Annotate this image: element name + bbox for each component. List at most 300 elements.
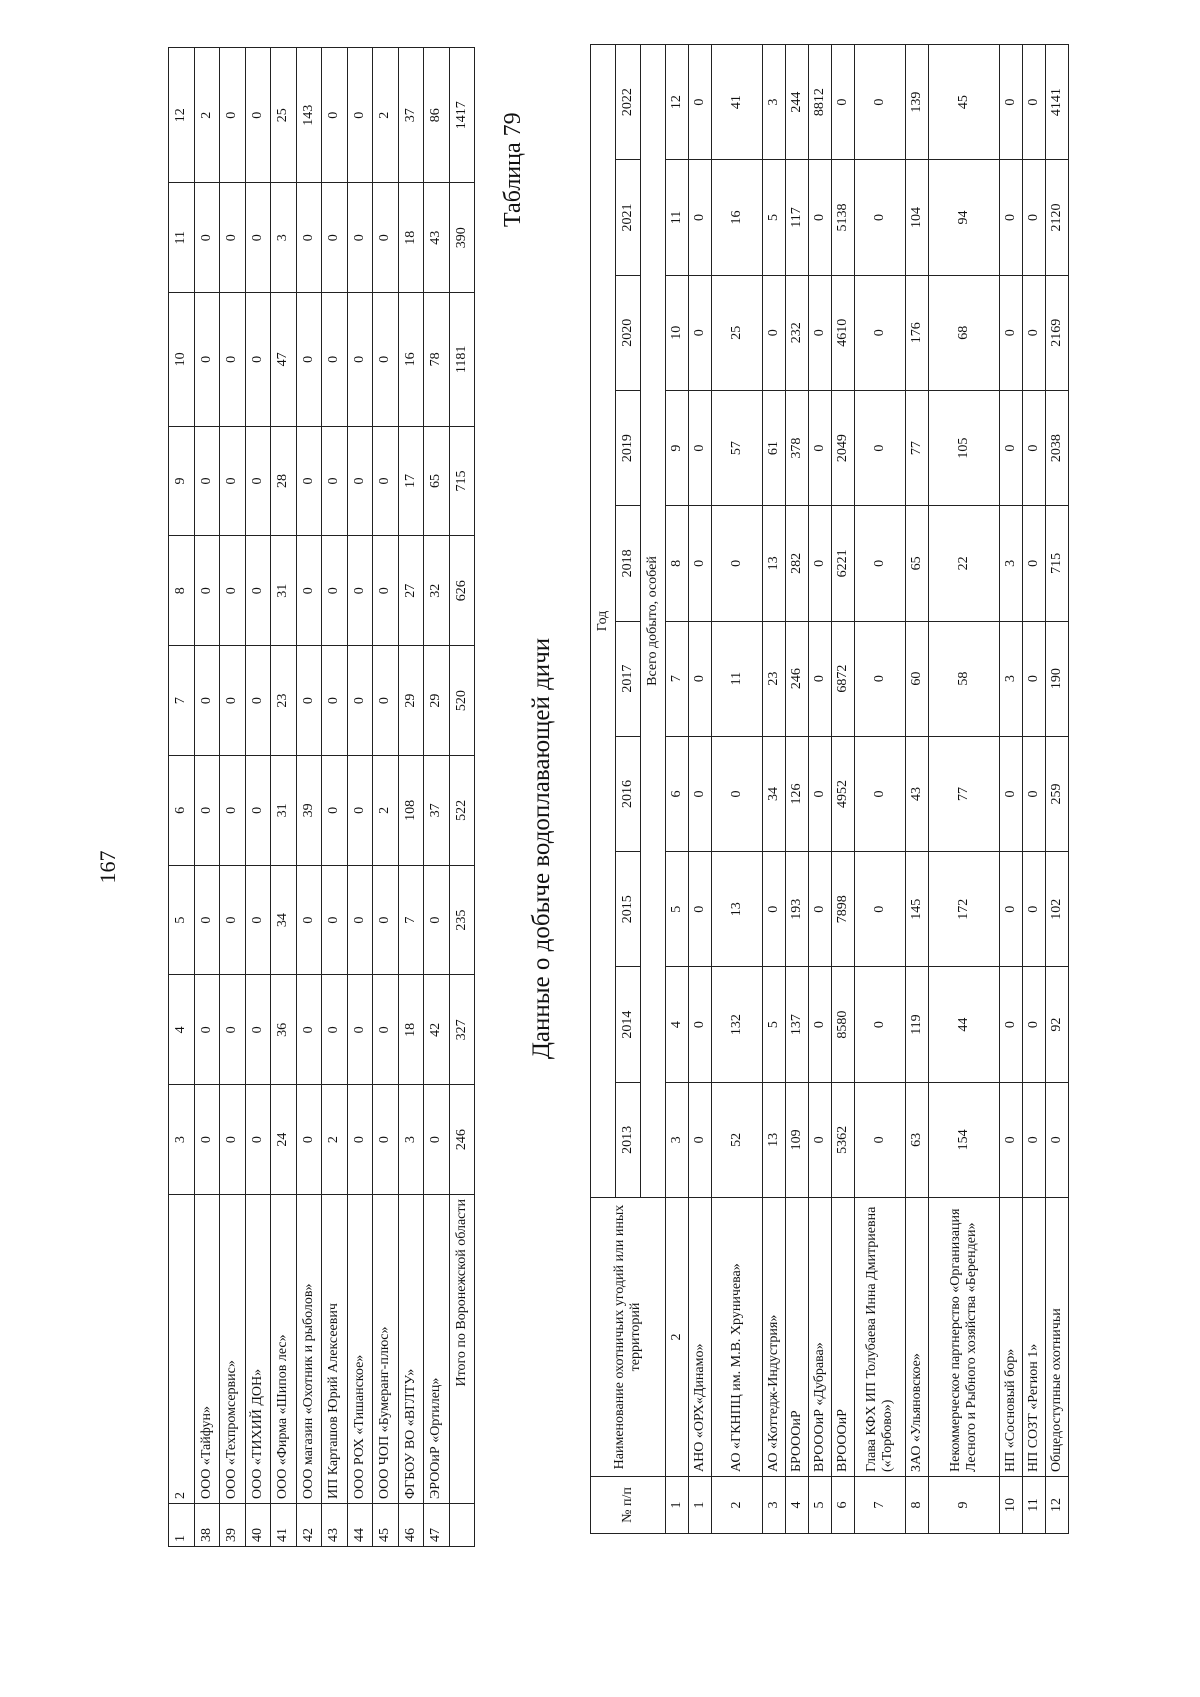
value-cell: 0 [1023,736,1046,851]
value-cell: 0 [296,183,322,293]
value-cell: 0 [1000,1082,1023,1197]
row-number-cell: 10 [1000,1477,1023,1534]
value-cell: 0 [1000,160,1023,275]
column-index-cell: 1 [666,1477,689,1534]
value-cell: 0 [689,736,712,851]
value-cell: 41 [712,45,763,160]
row-number-cell: 3 [763,1477,786,1534]
row-number-cell: 11 [1023,1477,1046,1534]
value-cell: 0 [809,275,832,390]
value-cell: 0 [245,865,271,975]
column-index-cell: 4 [666,967,689,1082]
value-cell: 34 [271,865,297,975]
table-row [245,48,271,1547]
value-cell: 0 [1023,275,1046,390]
value-cell: 139 [906,45,929,160]
value-cell: 0 [296,1085,322,1195]
column-index-cell: 4 [169,975,195,1085]
territory-name-cell: АО «Коттедж-Индустрия» [763,1198,786,1477]
value-cell: 25 [712,275,763,390]
value-cell: 0 [245,536,271,646]
value-cell: 31 [271,536,297,646]
value-cell: 0 [194,293,220,426]
year-header-cell: 2022 [616,45,641,160]
value-cell: 0 [855,852,906,967]
value-cell: 17 [398,426,424,536]
value-cell: 0 [347,426,373,536]
table-row [271,48,297,1547]
value-cell: 37 [424,755,450,865]
column-index-cell: 12 [666,45,689,160]
value-cell: 0 [194,975,220,1085]
value-cell: 23 [763,621,786,736]
value-cell: 0 [1000,275,1023,390]
value-cell: 86 [424,48,450,183]
value-cell: 61 [763,390,786,505]
value-cell: 13 [763,1082,786,1197]
value-cell: 0 [194,426,220,536]
total-value-cell: 1417 [449,48,475,183]
value-cell: 2 [194,48,220,183]
value-cell: 0 [809,736,832,851]
value-cell: 0 [809,1082,832,1197]
table-row [194,48,220,1547]
organization-name-cell: ООО «Тайфун» [194,1195,220,1504]
value-cell: 16 [712,160,763,275]
column-index-cell: 11 [666,160,689,275]
row-number-cell: 45 [373,1504,399,1547]
column-index-cell: 10 [169,293,195,426]
value-cell: 94 [929,160,1000,275]
value-cell: 5 [763,160,786,275]
value-cell: 3 [1000,506,1023,621]
table-row [855,45,906,1534]
value-cell: 117 [786,160,809,275]
value-cell: 0 [347,865,373,975]
value-cell: 0 [689,160,712,275]
value-cell: 0 [347,183,373,293]
value-cell: 3 [398,1085,424,1195]
table-title: Данные о добыче водоплавающей дичи [528,637,555,1060]
value-cell: 0 [855,1082,906,1197]
value-cell: 0 [1000,45,1023,160]
value-cell: 0 [296,536,322,646]
value-cell: 36 [271,975,297,1085]
column-index-cell: 7 [666,621,689,736]
subheader-cell: Всего добыто, особей [641,45,666,1198]
value-cell: 119 [906,967,929,1082]
value-cell: 65 [424,426,450,536]
value-cell: 0 [296,426,322,536]
value-cell: 3 [1000,621,1023,736]
value-cell: 102 [1046,852,1069,967]
value-cell: 0 [220,48,246,183]
value-cell: 39 [296,755,322,865]
organization-name-cell: ООО РОХ «Тишанское» [347,1195,373,1504]
value-cell: 24 [271,1085,297,1195]
value-cell: 0 [245,293,271,426]
value-cell: 190 [1046,621,1069,736]
territory-name-cell: НП СОЗТ «Регион 1» [1023,1198,1046,1477]
value-cell: 7 [398,865,424,975]
value-cell: 0 [194,865,220,975]
column-index-cell: 5 [666,852,689,967]
row-number-cell: 5 [809,1477,832,1534]
value-cell: 0 [689,390,712,505]
value-cell: 0 [1023,506,1046,621]
column-index-cell: 7 [169,646,195,756]
value-cell: 137 [786,967,809,1082]
value-cell: 0 [296,293,322,426]
value-cell: 0 [809,852,832,967]
value-cell: 25 [271,48,297,183]
value-cell: 4610 [832,275,855,390]
value-cell: 77 [906,390,929,505]
value-cell: 0 [855,45,906,160]
value-cell: 3 [763,45,786,160]
table-row [1000,45,1023,1534]
total-value-cell: 626 [449,536,475,646]
column-header-year-group: Год [591,45,616,1198]
value-cell: 0 [373,975,399,1085]
value-cell: 6221 [832,506,855,621]
territory-name-cell: АНО «ОРХ«Динамо» [689,1198,712,1477]
row-number-cell: 2 [712,1477,763,1534]
value-cell: 0 [245,426,271,536]
table-row [347,48,373,1547]
table-row [398,48,424,1547]
value-cell: 0 [689,506,712,621]
value-cell: 58 [929,621,1000,736]
value-cell: 0 [245,755,271,865]
value-cell: 0 [1046,1082,1069,1197]
total-row [449,48,475,1547]
value-cell: 0 [322,865,348,975]
total-value-cell: 715 [449,426,475,536]
value-cell: 5 [763,967,786,1082]
value-cell: 232 [786,275,809,390]
value-cell: 0 [1023,621,1046,736]
value-cell: 18 [398,975,424,1085]
value-cell: 143 [296,48,322,183]
value-cell: 0 [322,536,348,646]
value-cell: 154 [929,1082,1000,1197]
value-cell: 57 [712,390,763,505]
territory-name-cell: Глава КФХ ИП Толубаева Инна Дмитриевна («Торбово») [855,1198,906,1477]
value-cell: 0 [194,1085,220,1195]
organization-name-cell: ООО «Техпромсервис» [220,1195,246,1504]
value-cell: 5138 [832,160,855,275]
value-cell: 78 [424,293,450,426]
row-number-cell: 6 [832,1477,855,1534]
value-cell: 0 [689,967,712,1082]
value-cell: 47 [271,293,297,426]
total-value-cell: 1181 [449,293,475,426]
value-cell: 0 [373,646,399,756]
value-cell: 0 [194,183,220,293]
value-cell: 0 [220,1085,246,1195]
value-cell: 2 [373,48,399,183]
value-cell: 4952 [832,736,855,851]
value-cell: 0 [809,621,832,736]
value-cell: 16 [398,293,424,426]
column-index-cell: 6 [666,736,689,851]
value-cell: 378 [786,390,809,505]
value-cell: 0 [220,536,246,646]
value-cell: 0 [1023,45,1046,160]
column-index-cell: 1 [169,1504,195,1547]
value-cell: 13 [712,852,763,967]
top-table-body [169,48,475,1547]
value-cell: 0 [347,1085,373,1195]
value-cell: 0 [322,183,348,293]
value-cell: 6872 [832,621,855,736]
organization-name-cell: ФГБОУ ВО «ВГЛТУ» [398,1195,424,1504]
organization-name-cell: ИП Карташов Юрий Алексеевич [322,1195,348,1504]
row-number-cell: 38 [194,1504,220,1547]
row-number-cell: 40 [245,1504,271,1547]
value-cell: 0 [347,48,373,183]
table-row [832,45,855,1534]
value-cell: 0 [220,975,246,1085]
value-cell: 0 [347,646,373,756]
value-cell: 52 [712,1082,763,1197]
value-cell: 0 [347,293,373,426]
column-index-cell: 2 [169,1195,195,1504]
value-cell: 0 [322,755,348,865]
column-index-cell: 3 [666,1082,689,1197]
value-cell: 0 [1023,1082,1046,1197]
territory-name-cell: БРОООиР [786,1198,809,1477]
row-number-cell: 46 [398,1504,424,1547]
value-cell: 0 [424,865,450,975]
value-cell: 0 [809,160,832,275]
row-number-cell: 4 [786,1477,809,1534]
value-cell: 0 [245,48,271,183]
value-cell: 0 [809,390,832,505]
column-index-cell: 10 [666,275,689,390]
organization-name-cell: ЭРООиР «Ортилец» [424,1195,450,1504]
year-header-cell: 2019 [616,390,641,505]
value-cell: 105 [929,390,1000,505]
value-cell: 282 [786,506,809,621]
value-cell: 68 [929,275,1000,390]
organization-name-cell: ООО ЧОП «Бумеранг-плюс» [373,1195,399,1504]
territory-name-cell: АО «ГКНПЦ им. М.В. Хруничева» [712,1198,763,1477]
row-number-cell: 39 [220,1504,246,1547]
table-row [322,48,348,1547]
index-row [666,45,689,1534]
value-cell: 0 [373,1085,399,1195]
row-number-cell: 7 [855,1477,906,1534]
column-index-cell: 12 [169,48,195,183]
value-cell: 0 [1023,160,1046,275]
value-cell: 37 [398,48,424,183]
column-index-cell: 2 [666,1198,689,1477]
column-index-cell: 8 [666,506,689,621]
value-cell: 0 [373,183,399,293]
total-value-cell: 235 [449,865,475,975]
value-cell: 0 [296,975,322,1085]
header-row-group [591,45,616,1534]
table-row [906,45,929,1534]
value-cell: 23 [271,646,297,756]
territory-name-cell: ВРОООиР [832,1198,855,1477]
territory-name-cell: ЗАО «Ульяновское» [906,1198,929,1477]
year-header-cell: 2013 [616,1082,641,1197]
value-cell: 0 [245,183,271,293]
row-number-cell: 12 [1046,1477,1069,1534]
value-cell: 0 [809,967,832,1082]
value-cell: 2120 [1046,160,1069,275]
table-row [763,45,786,1534]
total-value-cell: 520 [449,646,475,756]
value-cell: 0 [1023,852,1046,967]
row-number-cell: 9 [929,1477,1000,1534]
value-cell: 0 [322,426,348,536]
row-number-cell: 42 [296,1504,322,1547]
value-cell: 244 [786,45,809,160]
value-cell: 0 [322,975,348,1085]
value-cell: 0 [322,293,348,426]
value-cell: 0 [322,646,348,756]
value-cell: 0 [712,506,763,621]
value-cell: 0 [855,160,906,275]
value-cell: 0 [855,621,906,736]
value-cell: 0 [347,975,373,1085]
value-cell: 172 [929,852,1000,967]
value-cell: 31 [271,755,297,865]
value-cell: 11 [712,621,763,736]
row-number-cell: 8 [906,1477,929,1534]
row-number-cell: 41 [271,1504,297,1547]
year-header-cell: 2020 [616,275,641,390]
value-cell: 7898 [832,852,855,967]
table-row [424,48,450,1547]
column-index-cell: 8 [169,536,195,646]
column-index-cell: 6 [169,755,195,865]
value-cell: 176 [906,275,929,390]
value-cell: 8812 [809,45,832,160]
value-cell: 0 [1023,390,1046,505]
value-cell: 193 [786,852,809,967]
column-index-cell: 11 [169,183,195,293]
value-cell: 0 [245,1085,271,1195]
column-index-cell: 9 [666,390,689,505]
value-cell: 104 [906,160,929,275]
territory-name-cell: Некоммерческое партнерство «Организация Лесного и Рыбного хозяйства «Берендеи» [929,1198,1000,1477]
table-row [786,45,809,1534]
value-cell: 0 [245,975,271,1085]
total-label-cell: Итого по Воронежской области [449,1195,475,1504]
value-cell: 77 [929,736,1000,851]
table-row [1023,45,1046,1534]
table-row [809,45,832,1534]
value-cell: 4141 [1046,45,1069,160]
value-cell: 2 [373,755,399,865]
row-number-cell: 44 [347,1504,373,1547]
value-cell: 0 [194,536,220,646]
value-cell: 29 [398,646,424,756]
value-cell: 0 [712,736,763,851]
value-cell: 44 [929,967,1000,1082]
column-header-name: Наименование охотничьих угодий или иных территорий [591,1198,666,1477]
value-cell: 0 [373,293,399,426]
total-value-cell: 246 [449,1085,475,1195]
value-cell: 43 [906,736,929,851]
column-index-cell: 3 [169,1085,195,1195]
value-cell: 145 [906,852,929,967]
table-row [1046,45,1069,1534]
row-number-cell: 43 [322,1504,348,1547]
value-cell: 0 [296,646,322,756]
value-cell: 0 [832,45,855,160]
value-cell: 0 [689,45,712,160]
top-table-header-row [169,48,195,1547]
main-table-body [591,45,1069,1534]
value-cell: 34 [763,736,786,851]
value-cell: 246 [786,621,809,736]
value-cell: 0 [373,536,399,646]
total-value-cell: 390 [449,183,475,293]
value-cell: 0 [689,275,712,390]
table-row [689,45,712,1534]
table-row [929,45,1000,1534]
empty-cell [449,1504,475,1547]
table-label: Таблица 79 [500,112,526,227]
value-cell: 32 [424,536,450,646]
value-cell: 0 [424,1085,450,1195]
total-value-cell: 327 [449,975,475,1085]
value-cell: 108 [398,755,424,865]
table-row [296,48,322,1547]
organization-name-cell: ООО «Фирма «Шипов лес» [271,1195,297,1504]
value-cell: 715 [1046,506,1069,621]
organization-name-cell: ООО «ТИХИЙ ДОН» [245,1195,271,1504]
value-cell: 63 [906,1082,929,1197]
value-cell: 2169 [1046,275,1069,390]
value-cell: 22 [929,506,1000,621]
value-cell: 0 [689,1082,712,1197]
value-cell: 65 [906,506,929,621]
value-cell: 8580 [832,967,855,1082]
year-header-cell: 2015 [616,852,641,967]
top-table [168,47,475,1547]
value-cell: 60 [906,621,929,736]
value-cell: 45 [929,45,1000,160]
value-cell: 132 [712,967,763,1082]
value-cell: 5362 [832,1082,855,1197]
value-cell: 0 [194,755,220,865]
value-cell: 0 [347,755,373,865]
value-cell: 42 [424,975,450,1085]
value-cell: 259 [1046,736,1069,851]
value-cell: 0 [220,183,246,293]
value-cell: 13 [763,506,786,621]
row-number-cell: 1 [689,1477,712,1534]
row-number-cell: 47 [424,1504,450,1547]
value-cell: 27 [398,536,424,646]
value-cell: 0 [220,755,246,865]
value-cell: 126 [786,736,809,851]
value-cell: 92 [1046,967,1069,1082]
value-cell: 0 [689,621,712,736]
value-cell: 18 [398,183,424,293]
value-cell: 29 [424,646,450,756]
value-cell: 0 [1000,390,1023,505]
territory-name-cell: Общедоступные охотничьи [1046,1198,1069,1477]
value-cell: 28 [271,426,297,536]
